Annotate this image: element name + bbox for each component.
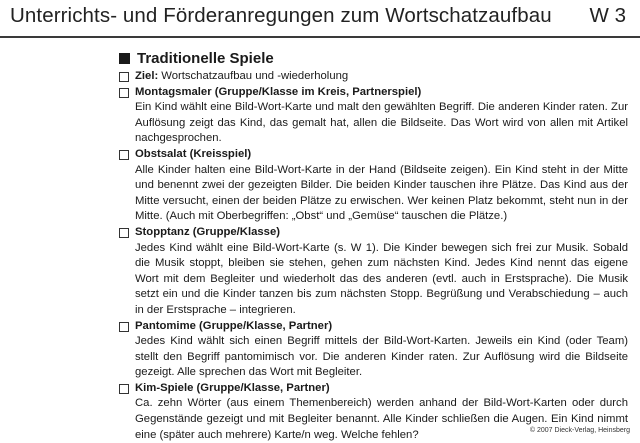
checkbox-icon[interactable] — [119, 150, 129, 160]
item-title: Stopptanz (Gruppe/Klasse) — [135, 225, 280, 238]
item-title: Obstsalat (Kreisspiel) — [135, 147, 252, 160]
checkbox-icon[interactable] — [119, 72, 129, 82]
item-description: Alle Kinder halten eine Bild-Wort-Karte in der Hand (Bildseite zeigen). Ein Kind steht in der Mitte und benennt zwei der gezeigten Bilder. Die beiden Kinder tauschen ihre Plätze. Das Kind aus der Mitte versucht, einen der beiden Plätze zu erwischen. Wer keinen Platz bekommt, steht nun in der Mitte. (Auch mit Oberbegriffen: „Obst“ und „Gemüse“ tauschen die Plätze.) — [135, 163, 628, 223]
checkbox-icon[interactable] — [119, 88, 129, 98]
item-title: Kim-Spiele (Gruppe/Klasse, Partner) — [135, 381, 330, 394]
item-title: Ziel: — [135, 70, 159, 82]
list-item-obstsalat — [130, 147, 628, 225]
section-title: Traditionelle Spiele — [137, 50, 274, 67]
item-description: Jedes Kind wählt eine Bild-Wort-Karte (s. W 1). Die Kinder bewegen sich frei zur Musik. Sobald die Musik stoppt, bleiben sie stehen, gehen zum nächsten Kind. Jedes Kind nennt das eigene Wort mit dem Begleiter und wiederholt das des anderen (evtl. auch in Erstsprache). Die Musik setzt ein und die Kinder tanzen bis zum nächsten Stopp. Begrüßung und Verabschiedung – auch in der Erstsprache – integrieren. — [135, 241, 628, 316]
filled-square-icon — [119, 53, 130, 64]
list-item-pantomime — [130, 319, 628, 381]
item-title: Pantomime (Gruppe/Klasse, Partner) — [135, 319, 333, 332]
copyright-notice: © 2007 Dieck-Verlag, Heinsberg — [529, 427, 630, 434]
list-item-stopptanz — [130, 225, 628, 319]
checkbox-icon[interactable] — [119, 228, 129, 238]
list-item-goal — [130, 69, 628, 85]
item-description: Ca. zehn Wörter (aus einem Themenbereich) werden anhand der Bild-Wort-Karten oder durch Gegenstände gezeigt und mit Begleiter benannt. Alle Kinder schließen die Augen. Ein Kind nimmt eine (später auch mehrere) Karte/n weg. Welche fehlen? — [135, 397, 628, 441]
page-title: Unterrichts- und Förderanregungen zum Wortschatzaufbau — [10, 4, 552, 27]
list-item-montagsmaler — [130, 85, 628, 147]
item-title: Montagsmaler (Gruppe/Klasse im Kreis, Partnerspiel) — [135, 85, 422, 98]
card-code: W 3 — [589, 4, 626, 27]
item-description: Jedes Kind wählt sich einen Begriff mittels der Bild-Wort-Karten. Jeweils ein Kind (oder Team) stellt den Begriff pantomimisch vor. Die anderen Kinder raten. Zur Auflösung wird die Bildseite gezeigt. Alle sprechen das Wort mit Begleiter. — [135, 335, 628, 379]
item-inline-text: Wortschatzaufbau und -wiederholung — [161, 70, 349, 82]
item-description: Ein Kind wählt eine Bild-Wort-Karte und malt den gewählten Begriff. Die anderen Kinder raten. Zur Auflösung zeigt das Kind, das gemalt hat, allen die Bildseite. Das Wort wird von allen mit Artikel nachgesprochen. — [135, 101, 628, 145]
checkbox-icon[interactable] — [119, 322, 129, 332]
games-list — [130, 69, 628, 443]
section-heading — [119, 50, 274, 67]
page-header — [0, 0, 640, 38]
checkbox-icon[interactable] — [119, 384, 129, 394]
